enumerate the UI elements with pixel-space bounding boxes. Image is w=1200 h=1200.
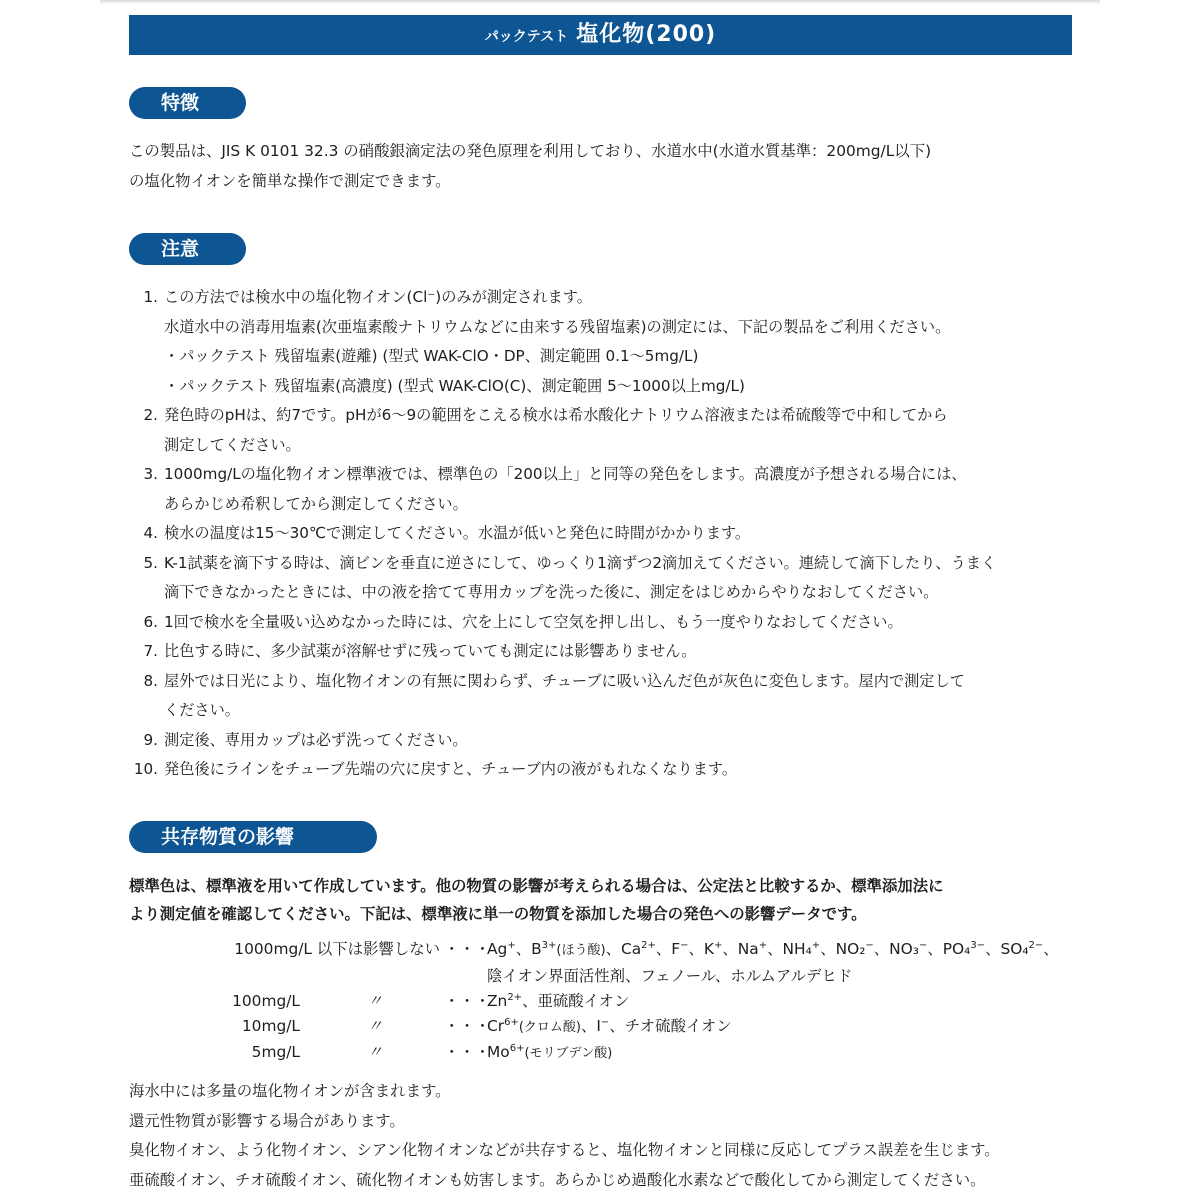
ion: Mo — [487, 1043, 510, 1061]
intro-line: 標準色は、標準液を用いて作成しています。他の物質の影響が考えられる場合は、公定法と比較するか、標準添加法に — [129, 877, 944, 895]
charge: − — [600, 1016, 610, 1028]
item-number: 2. — [143, 406, 158, 424]
ion: 、Ca — [605, 940, 642, 958]
ditto-mark: 〃 — [367, 992, 383, 1010]
caution-item — [136, 283, 996, 401]
ion: Cr — [487, 1017, 505, 1035]
ion: 、NH₄ — [767, 940, 812, 958]
item-number: 10. — [133, 760, 158, 778]
item-line: 測定してください。 — [164, 435, 301, 454]
item-number: 8. — [143, 671, 158, 690]
charge: + — [507, 939, 516, 951]
item-line: K-1試薬を滴下する時は、滴ビンを垂直に逆さにして、ゆっくり1滴ずつ2滴加えてください。連続して滴下したり、うまく — [164, 553, 997, 572]
substances-cont: 陰イオン界面活性剤、フェノール、ホルムアルデヒド — [487, 967, 853, 985]
note-line: 亜硫酸イオン、チオ硫酸イオン、硫化物イオンも妨害します。あらかじめ過酸化水素などで酸化してから測定してください。 — [129, 1170, 986, 1189]
charge: 3− — [970, 939, 986, 951]
coexist-notes — [129, 1077, 1000, 1195]
item-line: 比色する時に、多少試薬が溶解せずに残っていても測定には影響ありません。 — [164, 642, 697, 660]
ion: 、Na — [722, 940, 759, 958]
item-line: 1000mg/Lの塩化物イオン標準液では、標準色の「200以上」と同等の発色をします。高濃度が予想される場合には、 — [164, 465, 967, 483]
item-number: 4. — [143, 524, 158, 542]
ditto-mark: 〃 — [367, 1017, 383, 1035]
item-line: ください。 — [164, 701, 240, 719]
ion: Ag — [487, 940, 508, 958]
item-line: 1回で検水を全量吸い込めなかった時には、穴を上にして空気を押し出し、もう一度やりなおしてください。 — [164, 612, 903, 631]
item-line: ・パックテスト 残留塩素(高濃度) (型式 WAK-ClO(C)、測定範囲 5～1000以上mg/L) — [164, 376, 745, 395]
title-subtitle: パックテスト — [484, 29, 569, 45]
substances — [487, 989, 629, 1014]
charge: 3+ — [541, 939, 557, 951]
item-line: 検水の温度は15～30℃で測定してください。水温が低いと発色に時間がかかります。 — [164, 524, 751, 542]
features-line: の塩化物イオンを簡単な操作で測定できます。 — [129, 172, 451, 190]
caution-item — [136, 726, 996, 756]
title-bar — [129, 15, 1072, 55]
item-number: 6. — [143, 612, 158, 631]
features-heading: 特徴 — [129, 87, 246, 119]
item-line: 水道水中の消毒用塩素(次亜塩素酸ナトリウムなどに由来する残留塩素)の測定には、下記の製品をご利用ください。 — [164, 317, 951, 336]
ion-note: (ほう酸) — [556, 943, 606, 958]
caution-list — [133, 283, 997, 785]
intro-line: より測定値を確認してください。下記は、標準液に単一の物質を添加した場合の発色への影響データです。 — [129, 905, 867, 923]
charge: 6+ — [509, 1042, 525, 1054]
ion: 、チオ硫酸イオン — [609, 1017, 732, 1035]
substances — [487, 1014, 732, 1040]
dots: ・・・ — [444, 1017, 491, 1035]
concentration: 10mg/L — [241, 1017, 300, 1035]
charge: 6+ — [504, 1016, 519, 1028]
note-line: 還元性物質が影響する場合があります。 — [129, 1111, 405, 1130]
caution-item — [136, 608, 996, 638]
item-line: あらかじめ希釈してから測定してください。 — [164, 494, 468, 513]
ion: 、SO₄ — [985, 940, 1029, 958]
charge: − — [680, 939, 689, 951]
caution-item — [133, 755, 996, 785]
item-line: 発色後にラインをチューブ先端の穴に戻すと、チューブ内の液がもれなくなります。 — [164, 760, 738, 778]
ion: 、B — [515, 940, 542, 958]
caution-item — [136, 667, 996, 726]
ion-note: (モリブデン酸) — [524, 1046, 613, 1061]
charge: + — [714, 939, 723, 951]
caution-item — [136, 549, 996, 608]
caution-heading: 注意 — [129, 233, 246, 265]
item-line: ・パックテスト 残留塩素(遊離) (型式 WAK-ClO・DP、測定範囲 0.1～5mg/L) — [164, 347, 699, 365]
dots: ・・・ — [444, 940, 491, 958]
charge: 2+ — [641, 939, 656, 951]
top-shadow — [100, 0, 1100, 4]
ion: 、NO₃ — [873, 940, 919, 958]
dots: ・・・ — [444, 1043, 491, 1061]
concentration: 100mg/L — [232, 992, 300, 1010]
note-line: 臭化物イオン、よう化物イオン、シアン化物イオンなどが共存すると、塩化物イオンと同様に反応してプラス誤差を生じます。 — [129, 1141, 1000, 1159]
charge: 2− — [1028, 939, 1044, 951]
ion: 、亜硫酸イオン — [522, 992, 630, 1010]
features-text — [129, 136, 931, 196]
caution-item — [136, 519, 996, 549]
item-number: 9. — [143, 730, 158, 749]
item-line: 測定後、専用カップは必ず洗ってください。 — [164, 730, 468, 749]
ion: 、I — [580, 1017, 601, 1035]
item-line: 発色時のpHは、約7です。pHが6～9の範囲をこえる検水は希水酸化ナトリウム溶液または希硫酸等で中和してから — [164, 406, 948, 424]
substances — [487, 1040, 612, 1066]
ion: Zn — [487, 992, 508, 1010]
ion: 、F — [655, 940, 681, 958]
ion: 、PO₄ — [927, 940, 971, 958]
charge: − — [918, 939, 928, 951]
page-title: 塩化物(200) — [576, 22, 717, 47]
coexist-heading: 共存物質の影響 — [129, 821, 377, 853]
separator: 、 — [1043, 940, 1059, 958]
substances — [487, 937, 1059, 963]
item-line: この方法では検水中の塩化物イオン(Cl⁻)のみが測定されます。 — [164, 288, 592, 306]
ion-note: (クロム酸) — [518, 1020, 581, 1035]
ditto-mark: 〃 — [367, 1043, 383, 1061]
item-number: 1. — [143, 288, 158, 306]
ion: 、NO₂ — [820, 940, 866, 958]
note-line: 海水中には多量の塩化物イオンが含まれます。 — [129, 1082, 451, 1100]
caution-item — [136, 401, 996, 460]
item-number: 7. — [143, 642, 158, 660]
item-line: 滴下できなかったときには、中の液を捨てて専用カップを洗った後に、測定をはじめからやりなおしてください。 — [164, 583, 939, 601]
coexist-intro — [129, 872, 943, 928]
charge: 2+ — [507, 991, 523, 1003]
caution-item — [136, 460, 996, 519]
concentration: 5mg/L — [251, 1043, 300, 1061]
charge: − — [865, 939, 874, 951]
caution-item — [136, 637, 996, 667]
features-line: この製品は、JIS K 0101 32.3 の硝酸銀滴定法の発色原理を利用しており、水道水中(水道水質基準：200mg/L以下) — [129, 142, 932, 160]
item-number: 3. — [143, 465, 158, 483]
charge: + — [758, 939, 768, 951]
item-number: 5. — [143, 553, 158, 572]
item-line: 屋外では日光により、塩化物イオンの有無に関わらず、チューブに吸い込んだ色が灰色に変色します。屋内で測定して — [164, 671, 965, 690]
dots: ・・・ — [444, 992, 491, 1010]
concentration: 1000mg/L 以下は影響しない — [234, 940, 440, 958]
ion: 、K — [688, 940, 715, 958]
charge: + — [811, 939, 821, 951]
